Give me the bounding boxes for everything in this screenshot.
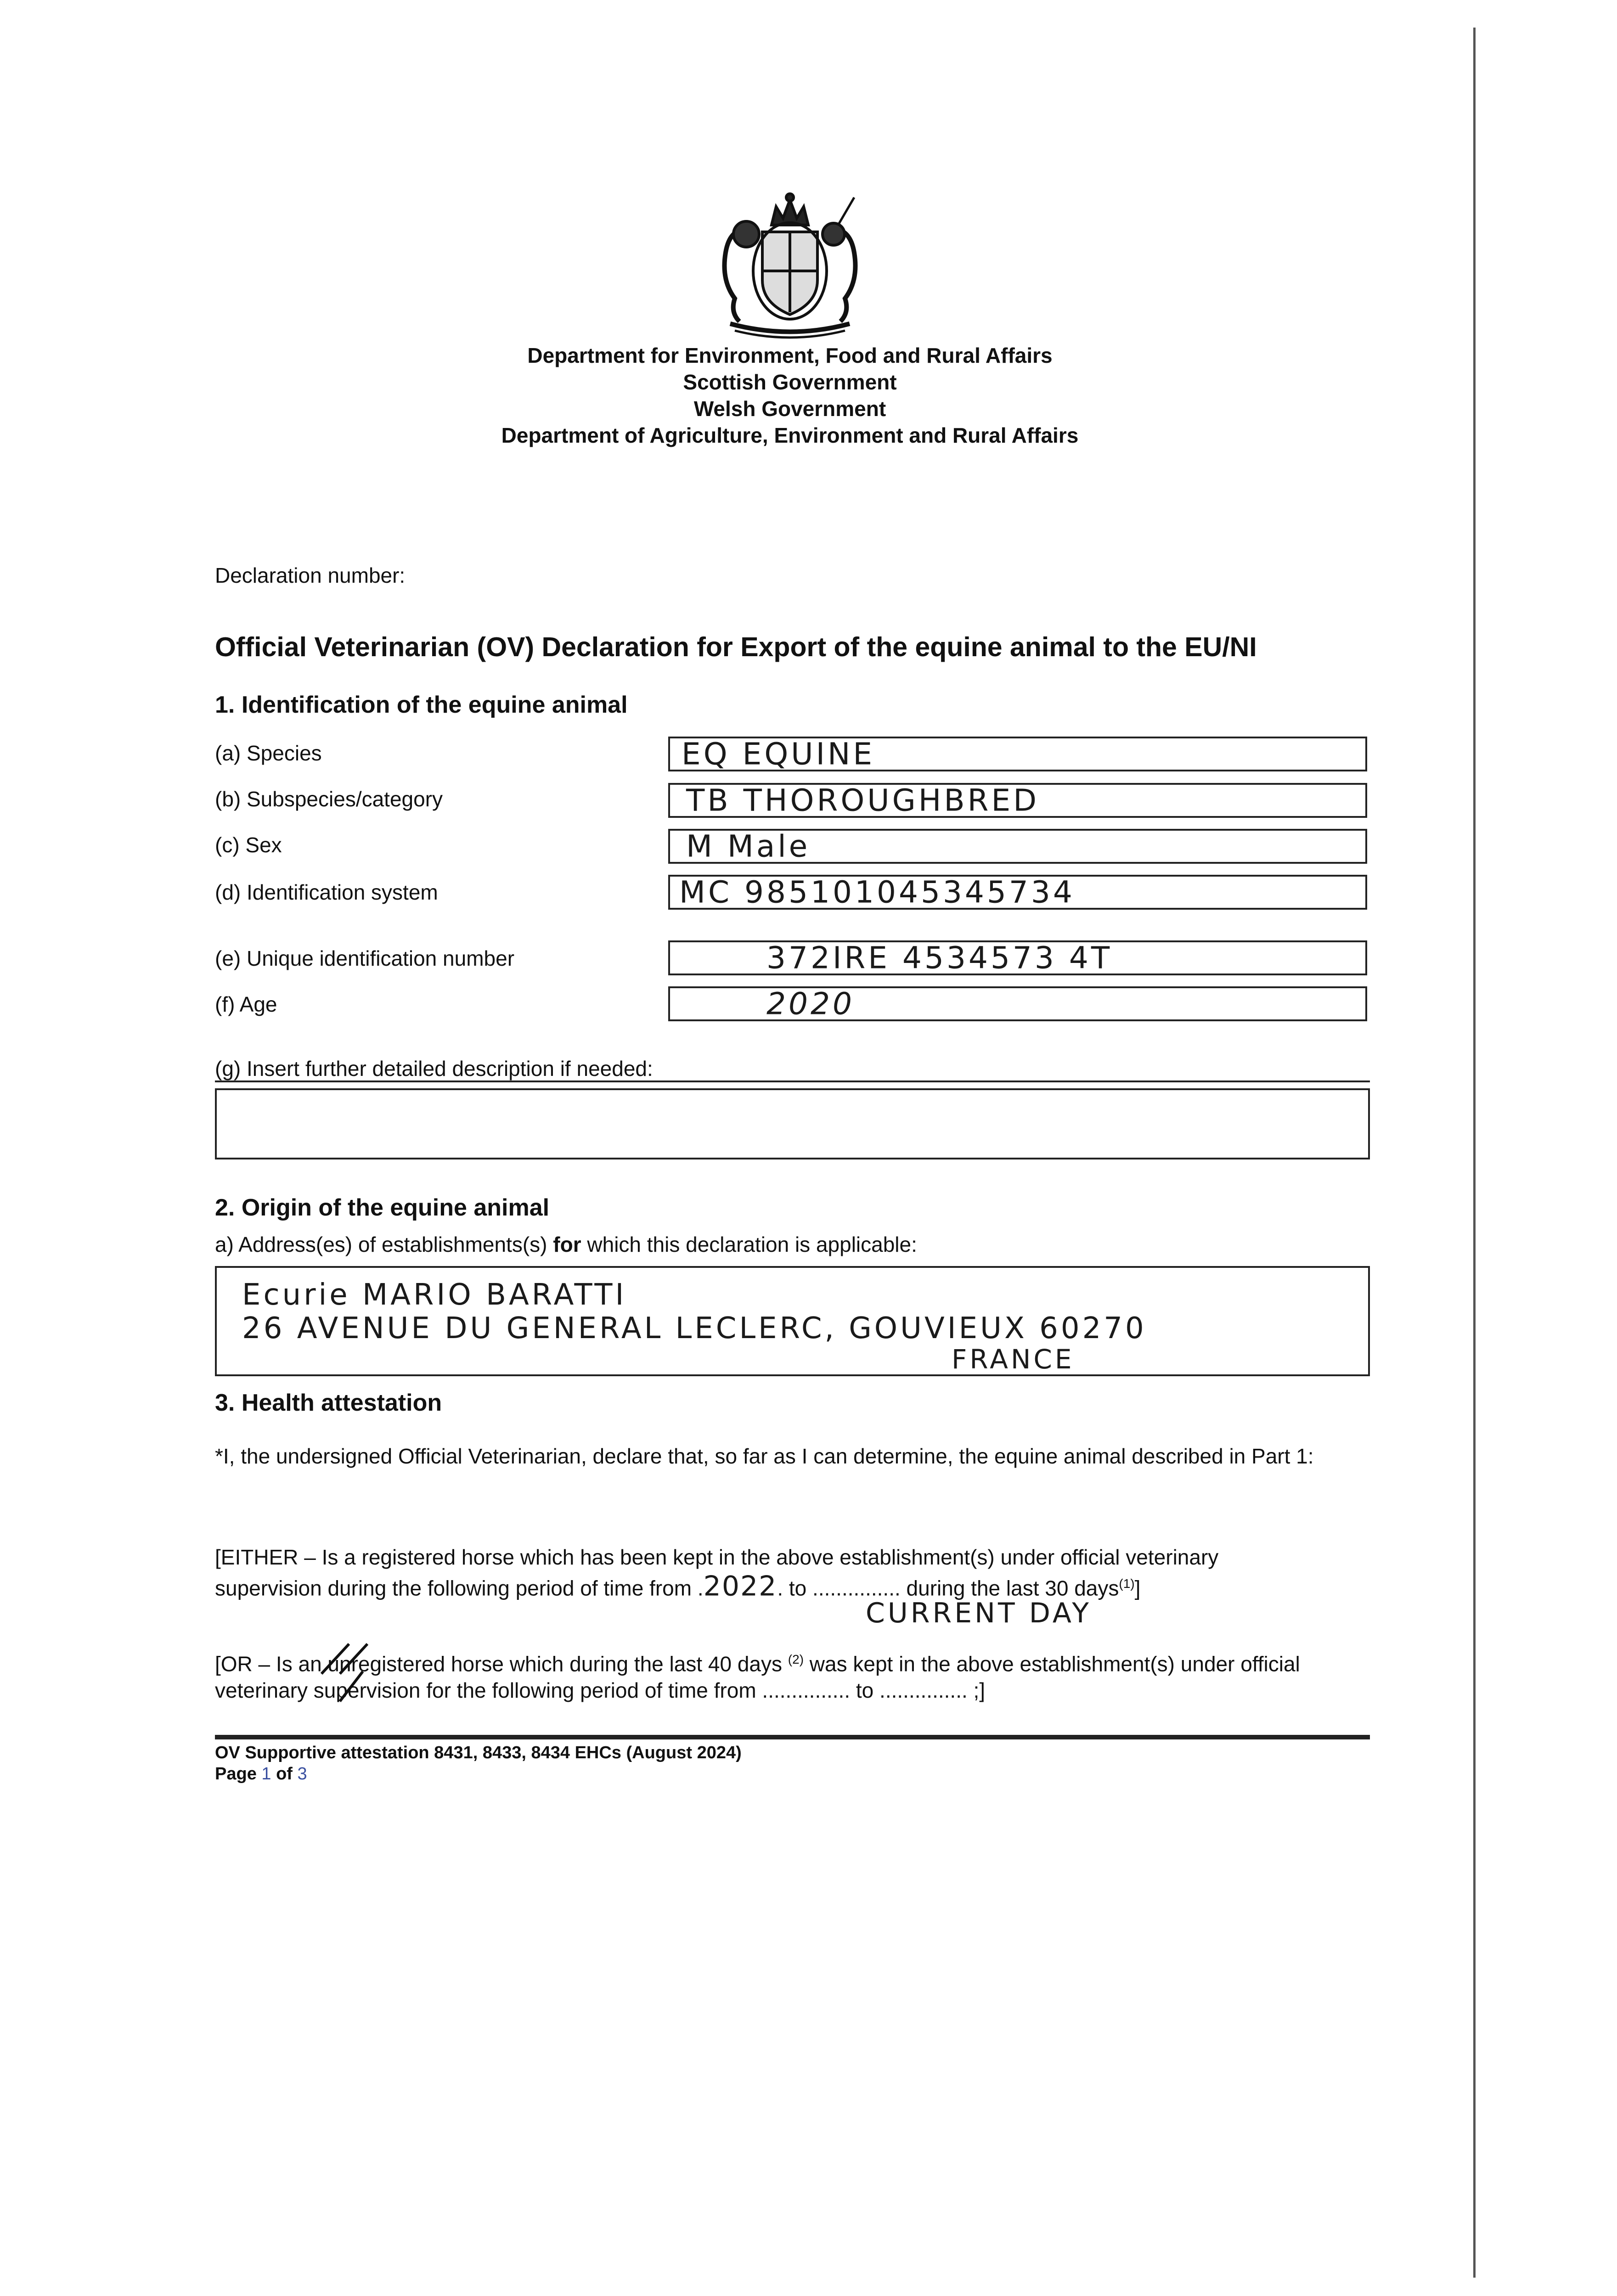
handwritten-strike-marks (312, 1642, 386, 1706)
section2-heading: 2. Origin of the equine animal (215, 1194, 550, 1221)
header-dept-daera: Department of Agriculture, Environment and Rural Affairs (501, 423, 1079, 447)
age-field[interactable] (668, 986, 1367, 1021)
section1-heading: 1. Identification of the equine animal (215, 692, 628, 718)
footer-attestation: OV Supportive attestation 8431, 8433, 8434 EHCs (August 2024) (215, 1743, 742, 1762)
scan-edge-line (1473, 28, 1476, 2278)
declaration-number-label: Declaration number: (215, 563, 406, 587)
subspecies-label: (b) Subspecies/category (215, 787, 443, 811)
either-clause (215, 1544, 1391, 1601)
further-description-top-rule (215, 1080, 1370, 1082)
header-dept-scotland: Scottish Government (683, 370, 897, 394)
uid-value: 372IRE 4534573 4T (766, 940, 1113, 976)
health-intro: *I, the undersigned Official Veterinarian, declare that, so far as I can determine, the equine animal described in Part 1: (215, 1444, 1314, 1468)
further-description-label: (g) Insert further detailed description if needed: (215, 1057, 653, 1080)
footer-page (215, 1764, 307, 1784)
or-line-1-pre: [OR – Is an unregistered horse which during the last 40 days (215, 1652, 788, 1676)
royal-crest-icon (703, 188, 877, 340)
section3-heading: 3. Health attestation (215, 1390, 442, 1416)
or-line-2: veterinary supervision for the following period of time from ............... to ............... ;] (215, 1678, 986, 1703)
age-value: 2020 (766, 986, 855, 1022)
footer-page-mid: of (271, 1764, 298, 1784)
sex-field[interactable] (668, 829, 1367, 864)
address-label-pre: a) Address(es) of establishments(s) (215, 1232, 553, 1256)
or-clause (215, 1646, 1391, 1704)
address-label (215, 1232, 917, 1257)
footer-page-total: 3 (297, 1764, 307, 1784)
either-line-1: [EITHER – Is a registered horse which has been kept in the above establishment(s) under official veterinary (215, 1545, 1219, 1569)
footer-rule (215, 1735, 1370, 1739)
species-field[interactable] (668, 737, 1367, 771)
idsystem-value: MC 985101045345734 (679, 874, 1075, 910)
either-to-value: CURRENT DAY (866, 1597, 1092, 1629)
document-title: Official Veterinarian (OV) Declaration for Export of the equine animal to the EU/NI (215, 632, 1257, 662)
either-line-2-pre: supervision during the following period of time from . (215, 1576, 704, 1600)
address-line-2: 26 AVENUE DU GENERAL LECLERC, GOUVIEUX 60270 (242, 1311, 1147, 1345)
address-field[interactable] (215, 1266, 1370, 1376)
subspecies-field[interactable] (668, 783, 1367, 818)
uid-label: (e) Unique identification number (215, 946, 515, 970)
address-line-3: FRANCE (952, 1344, 1075, 1375)
header-dept-defra: Department for Environment, Food and Rural Affairs (527, 343, 1053, 367)
header-dept-wales: Welsh Government (693, 397, 886, 421)
or-line-1 (215, 1646, 1391, 1677)
sex-label: (c) Sex (215, 833, 282, 857)
or-footnote-2: (2) (788, 1652, 804, 1666)
address-line-1: Ecurie MARIO BARATTI (242, 1278, 627, 1312)
or-line-1-post: was kept in the above establishment(s) under official (804, 1652, 1300, 1676)
sex-value: M Male (686, 828, 811, 864)
idsystem-label: (d) Identification system (215, 880, 438, 904)
address-label-bold: for (553, 1232, 581, 1256)
species-value: EQ EQUINE (682, 736, 875, 772)
either-line-2-mid: . to ............... during the last 30 days (777, 1576, 1119, 1600)
idsystem-field[interactable] (668, 875, 1367, 910)
further-description-field[interactable] (215, 1088, 1370, 1159)
subspecies-value: TB THOROUGHBRED (686, 782, 1040, 818)
either-from-value: 2022 (703, 1570, 778, 1603)
footer-page-pre: Page (215, 1764, 262, 1784)
either-footnote-1: (1) (1119, 1576, 1135, 1591)
footer-page-number: 1 (261, 1764, 271, 1784)
address-label-post: which this declaration is applicable: (581, 1232, 917, 1256)
either-line-2-end: ] (1134, 1576, 1141, 1600)
uid-field[interactable] (668, 940, 1367, 975)
either-line-2 (215, 1570, 1391, 1601)
species-label: (a) Species (215, 741, 322, 765)
age-label: (f) Age (215, 992, 277, 1016)
